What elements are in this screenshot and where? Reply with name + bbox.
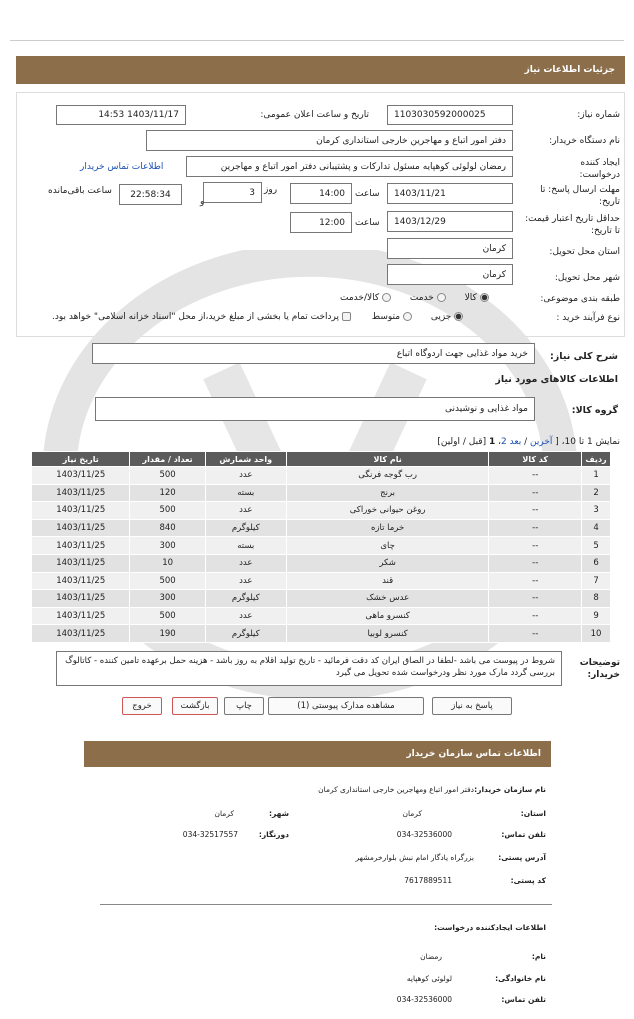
creator-family: لولوئی کوهپایه [406, 974, 452, 983]
contact-province: کرمان [402, 809, 422, 818]
radio-minor-label: جزیی [430, 312, 452, 322]
table-header-cell: کد کالا [489, 452, 582, 467]
table-cell: 4 [582, 519, 611, 537]
table-cell: روغن حیوانی خوراکی [286, 502, 489, 520]
table-cell: عدد [205, 467, 286, 485]
contact-address: بزرگراه یادگار امام نبش بلوارخرمشهر [355, 853, 474, 862]
exit-button[interactable]: خروج [122, 697, 162, 715]
city-label: شهر محل تحویل: [554, 273, 620, 283]
table-cell: 500 [130, 607, 205, 625]
table-cell: 300 [130, 537, 205, 555]
radio-minor[interactable] [454, 312, 463, 321]
table-cell: چای [286, 537, 489, 555]
reply-time-label: ساعت [355, 189, 380, 199]
province-field: کرمان [387, 238, 513, 259]
table-cell: 1403/11/25 [32, 537, 130, 555]
contact-address-label: آدرس پستی: [498, 853, 546, 862]
radio-goods-service[interactable] [382, 293, 391, 302]
table-header-row [32, 452, 611, 467]
contact-province-label: استان: [520, 809, 546, 818]
creator-field: رمضان لولوئی کوهپایه مسئول تدارکات و پشتیبانی دفتر امور اتباع و مهاجرین [186, 156, 513, 177]
contact-phone: 034-32536000 [396, 830, 452, 839]
table-cell: -- [489, 554, 582, 572]
goods-group-label: گروه کالا: [571, 405, 618, 416]
table-body [32, 467, 611, 643]
table-cell: کیلوگرم [205, 519, 286, 537]
table-cell: 1403/11/25 [32, 607, 130, 625]
table-cell: -- [489, 572, 582, 590]
table-cell: کیلوگرم [205, 625, 286, 643]
goods-table [31, 451, 611, 643]
province-label: استان محل تحویل: [549, 247, 620, 257]
table-cell: 300 [130, 590, 205, 608]
contact-info-link[interactable]: اطلاعات تماس خریدار [80, 162, 164, 172]
table-cell: 10 [130, 554, 205, 572]
contact-fax-label: دورنگار: [258, 830, 289, 839]
table-row[interactable] [32, 484, 611, 502]
contact-phone-label: تلفن تماس: [501, 830, 546, 839]
table-cell: 120 [130, 484, 205, 502]
validity-date-field: 1403/12/29 [387, 211, 513, 232]
table-cell: -- [489, 502, 582, 520]
table-cell: عدد [205, 554, 286, 572]
table-row[interactable] [32, 502, 611, 520]
table-row[interactable] [32, 590, 611, 608]
table-cell: 1403/11/25 [32, 572, 130, 590]
table-cell: 1403/11/25 [32, 554, 130, 572]
table-cell: 1403/11/25 [32, 519, 130, 537]
table-cell: 1 [582, 467, 611, 485]
table-row[interactable] [32, 607, 611, 625]
table-cell: رب گوجه فرنگی [286, 467, 489, 485]
notes-box: شروط در پیوست می باشد -لطفا در الصاق ایران کد دقت فرمائید - تاریخ تولید اقلام به روز باشد - هزینه حمل برعهده تامین کننده - کاتالوگ بررسی گردد مارک مورد نظر ودرخواست شده تحویل می گیرد [56, 651, 562, 686]
radio-medium-label: متوسط [371, 312, 401, 322]
table-cell: برنج [286, 484, 489, 502]
radio-service-label: خدمت [409, 293, 434, 303]
table-header-cell: ردیف [582, 452, 611, 467]
page-header [16, 56, 625, 84]
table-cell: -- [489, 537, 582, 555]
treasury-checkbox[interactable] [342, 312, 351, 321]
table-row[interactable] [32, 519, 611, 537]
day-label: روز [264, 185, 278, 195]
table-row[interactable] [32, 537, 611, 555]
creator-name-label: نام: [531, 952, 546, 961]
creator-phone: 034-32536000 [396, 995, 452, 1004]
category-options [340, 293, 489, 303]
buyer-org-field: دفتر امور اتباع و مهاجرین خارجی استانداری کرمان [146, 130, 513, 151]
radio-medium[interactable] [403, 312, 412, 321]
creator-family-label: نام خانوادگی: [495, 974, 546, 983]
table-cell: 500 [130, 572, 205, 590]
pager-last-link[interactable]: آخرین [530, 437, 553, 447]
table-cell: 1403/11/25 [32, 484, 130, 502]
reply-deadline-label: مهلت ارسال پاسخ: تا تاریخ: [540, 185, 620, 207]
contact-postal-label: کد پستی: [510, 876, 546, 885]
table-cell: کیلوگرم [205, 590, 286, 608]
process-options [52, 312, 463, 322]
creator-section-title: اطلاعات ایجادکننده درخواست: [434, 923, 546, 932]
table-row[interactable] [32, 554, 611, 572]
table-cell: 190 [130, 625, 205, 643]
table-cell: 10 [582, 625, 611, 643]
summary-label: شرح کلی نیاز: [549, 351, 618, 362]
reply-time-field: 14:00 [290, 183, 352, 204]
buyer-org-label: نام دستگاه خریدار: [549, 136, 620, 146]
contact-org-label: نام سازمان خریدار: [474, 785, 546, 794]
table-cell: 7 [582, 572, 611, 590]
table-header-cell: تعداد / مقدار [130, 452, 205, 467]
validity-time-field: 12:00 [290, 212, 352, 233]
and-label: و [200, 197, 205, 207]
contact-org: دفتر امور اتباع ومهاجرین خارجی استانداری کرمان [318, 785, 474, 794]
table-cell: عدد [205, 572, 286, 590]
summary-field: خرید مواد غذایی جهت اردوگاه اتباع [92, 343, 535, 364]
contact-postal: 7617889511 [404, 876, 452, 885]
validity-time-label: ساعت [355, 218, 380, 228]
table-cell: 2 [582, 484, 611, 502]
process-label: نوع فرآیند خرید : [556, 313, 620, 323]
print-button[interactable]: چاپ [224, 697, 264, 715]
table-cell: -- [489, 590, 582, 608]
table-cell: عدد [205, 502, 286, 520]
table-cell: کنسرو لوبیا [286, 625, 489, 643]
need-number-field: 1103030592000025 [387, 105, 513, 125]
creator-label: ایجاد کننده درخواست: [579, 158, 620, 180]
reply-date-field: 1403/11/21 [387, 183, 513, 204]
creator-name: رمضان [420, 952, 442, 961]
table-header-cell: نام کالا [286, 452, 489, 467]
table-cell: -- [489, 519, 582, 537]
table-header-cell: واحد شمارش [205, 452, 286, 467]
radio-goods-service-label: کالا/خدمت [340, 293, 380, 303]
table-cell: 500 [130, 502, 205, 520]
category-label: طبقه بندی موضوعی: [540, 294, 620, 304]
goods-group-field: مواد غذایی و نوشیدنی [95, 397, 535, 421]
contact-city: کرمان [214, 809, 234, 818]
radio-goods-label: کالا [464, 293, 477, 303]
pager: نمایش 1 تا 10، [ آخرین / بعد 2، 1 [قبل / اولین] [437, 437, 620, 447]
contact-header [84, 741, 551, 767]
contact-fax: 034-32517557 [182, 830, 238, 839]
table-cell: 1403/11/25 [32, 502, 130, 520]
table-cell: عدد [205, 607, 286, 625]
remaining-label: ساعت باقی‌مانده [48, 186, 112, 196]
remaining-time-field: 22:58:34 [119, 184, 182, 205]
table-cell: 8 [582, 590, 611, 608]
table-cell: عدس خشک [286, 590, 489, 608]
table-cell: قند [286, 572, 489, 590]
table-cell: 1403/11/25 [32, 590, 130, 608]
table-cell: 5 [582, 537, 611, 555]
contact-city-label: شهر: [269, 809, 289, 818]
back-button[interactable]: بازگشت [172, 697, 218, 715]
reply-button[interactable]: پاسخ به نیاز [432, 697, 512, 715]
table-header-cell: تاریخ نیاز [32, 452, 130, 467]
table-cell: بسته [205, 484, 286, 502]
attachments-button[interactable]: مشاهده مدارک پیوستی (1) [268, 697, 424, 715]
table-row[interactable] [32, 572, 611, 590]
table-cell: 9 [582, 607, 611, 625]
radio-service[interactable] [437, 293, 446, 302]
pager-page-2[interactable]: 2 [501, 437, 507, 447]
table-cell: شکر [286, 554, 489, 572]
table-cell: 500 [130, 467, 205, 485]
table-cell: خرما تازه [286, 519, 489, 537]
creator-phone-label: تلفن تماس: [501, 995, 546, 1004]
table-cell: -- [489, 607, 582, 625]
table-row[interactable] [32, 467, 611, 485]
announce-field: 1403/11/17 14:53 [56, 105, 186, 125]
goods-section-title: اطلاعات کالاهای مورد نیاز [495, 374, 618, 385]
contact-title: اطلاعات تماس سازمان خریدار [406, 749, 541, 759]
table-cell: -- [489, 625, 582, 643]
table-cell: کنسرو ماهی [286, 607, 489, 625]
city-field: کرمان [387, 264, 513, 285]
table-cell: -- [489, 467, 582, 485]
top-divider [10, 40, 624, 41]
radio-goods[interactable] [480, 293, 489, 302]
table-cell: 1403/11/25 [32, 467, 130, 485]
page-title: جزئیات اطلاعات نیاز [524, 65, 615, 75]
pager-page-1: 1 [488, 437, 496, 447]
need-number-label: شماره نیاز: [577, 110, 620, 120]
table-cell: -- [489, 484, 582, 502]
days-field: 3 [203, 182, 262, 203]
notes-label: توضیحات خریدار: [579, 658, 620, 680]
announce-label: تاریخ و ساعت اعلان عمومی: [260, 110, 369, 120]
validity-label: حداقل تاریخ اعتبار قیمت: تا تاریخ: [525, 214, 620, 236]
treasury-note: پرداخت تمام یا بخشی از مبلغ خرید،از محل "اسناد خزانه اسلامی" خواهد بود. [52, 312, 340, 322]
table-cell: 3 [582, 502, 611, 520]
table-cell: 6 [582, 554, 611, 572]
contact-divider [100, 904, 552, 905]
pager-next-link[interactable]: بعد [509, 437, 522, 447]
table-cell: بسته [205, 537, 286, 555]
table-cell: 1403/11/25 [32, 625, 130, 643]
table-cell: 840 [130, 519, 205, 537]
table-row[interactable] [32, 625, 611, 643]
